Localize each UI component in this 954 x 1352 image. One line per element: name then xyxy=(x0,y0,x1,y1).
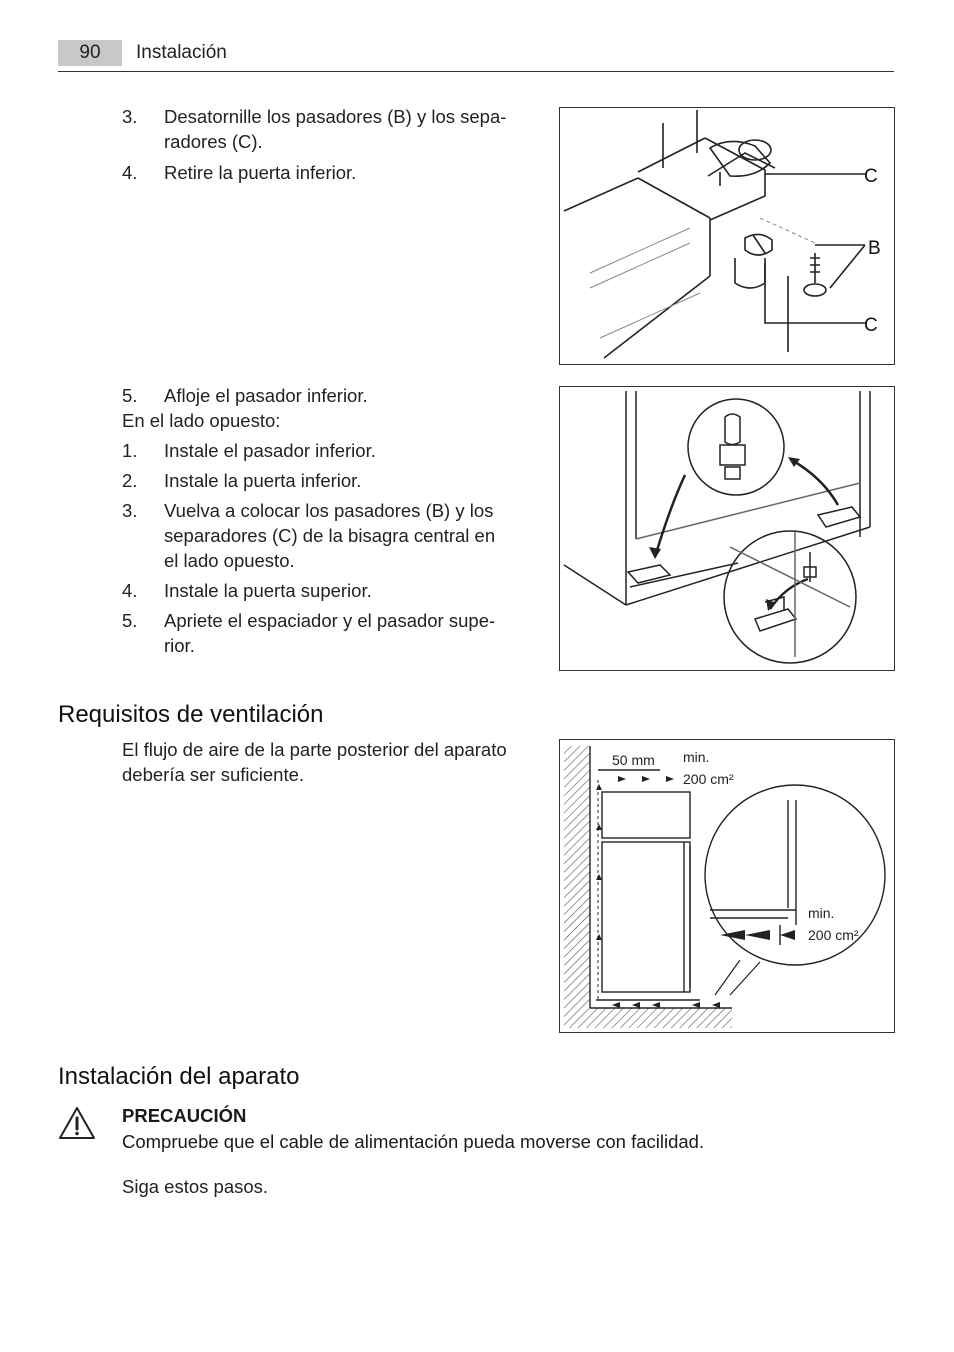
step-item xyxy=(122,608,507,658)
top-area-label: 200 cm² xyxy=(683,771,734,787)
caution-text: Compruebe que el cable de alimentación pueda moverse con facilidad. xyxy=(122,1131,705,1152)
ventilation-heading: Requisitos de ventilación xyxy=(58,701,324,728)
step-number: 4. xyxy=(122,580,138,601)
step-text: Instale la puerta inferior. xyxy=(164,470,362,491)
label-c-bottom: C xyxy=(864,315,878,336)
step-text: Desatornille los pasadores (B) y los sepa-radores (C). xyxy=(164,106,507,152)
top-min-label: min. xyxy=(683,749,710,765)
page-number: 90 xyxy=(58,40,122,66)
steps-reinstall xyxy=(122,383,507,663)
step-text: Instale la puerta superior. xyxy=(164,580,372,601)
step-item xyxy=(122,160,507,185)
step-item xyxy=(122,383,507,408)
step-number: 3. xyxy=(122,106,138,127)
step-number: 1. xyxy=(122,440,138,461)
step-item xyxy=(122,104,507,154)
running-head: Instalación xyxy=(136,42,227,63)
opposite-side-label: En el lado opuesto: xyxy=(122,410,281,431)
step-item xyxy=(122,438,507,463)
step-text: Afloje el pasador inferior. xyxy=(164,385,368,406)
ventilation-text: El flujo de aire de la parte posterior del aparato debería ser suficiente. xyxy=(122,739,507,785)
hinge-illustration xyxy=(560,108,894,364)
pin-relocation-illustration xyxy=(560,387,894,670)
caution-title: PRECAUCIÓN xyxy=(122,1105,247,1126)
step-text: Apriete el espaciador y el pasador supe-rior. xyxy=(164,610,496,656)
step-item xyxy=(122,578,507,603)
step-number: 3. xyxy=(122,500,138,521)
follow-steps-text: Siga estos pasos. xyxy=(122,1176,269,1197)
step-number: 5. xyxy=(122,610,138,631)
step-number: 4. xyxy=(122,162,138,183)
ventilation-illustration xyxy=(560,740,894,1032)
bottom-area-label: 200 cm² xyxy=(808,927,859,943)
step-number: 2. xyxy=(122,470,138,491)
installation-heading: Instalación del aparato xyxy=(58,1063,300,1090)
figure-ventilation xyxy=(559,739,895,1033)
warning-triangle-icon xyxy=(57,1105,97,1141)
step-item xyxy=(122,468,507,493)
figure-hinge-detail xyxy=(559,107,895,365)
steps-remove-door xyxy=(122,104,507,190)
step-item xyxy=(122,498,507,573)
figure-pin-relocation xyxy=(559,386,895,671)
page-header xyxy=(58,40,894,72)
gap-label: 50 mm xyxy=(612,752,655,768)
step-text: Retire la puerta inferior. xyxy=(164,162,357,183)
label-c-top: C xyxy=(864,166,878,187)
step-text: Vuelva a colocar los pasadores (B) y los separadores (C) de la bisagra central en el lado opuesto. xyxy=(164,500,496,571)
label-b: B xyxy=(868,238,881,259)
step-text: Instale el pasador inferior. xyxy=(164,440,376,461)
step-number: 5. xyxy=(122,385,138,406)
bottom-min-label: min. xyxy=(808,905,835,921)
